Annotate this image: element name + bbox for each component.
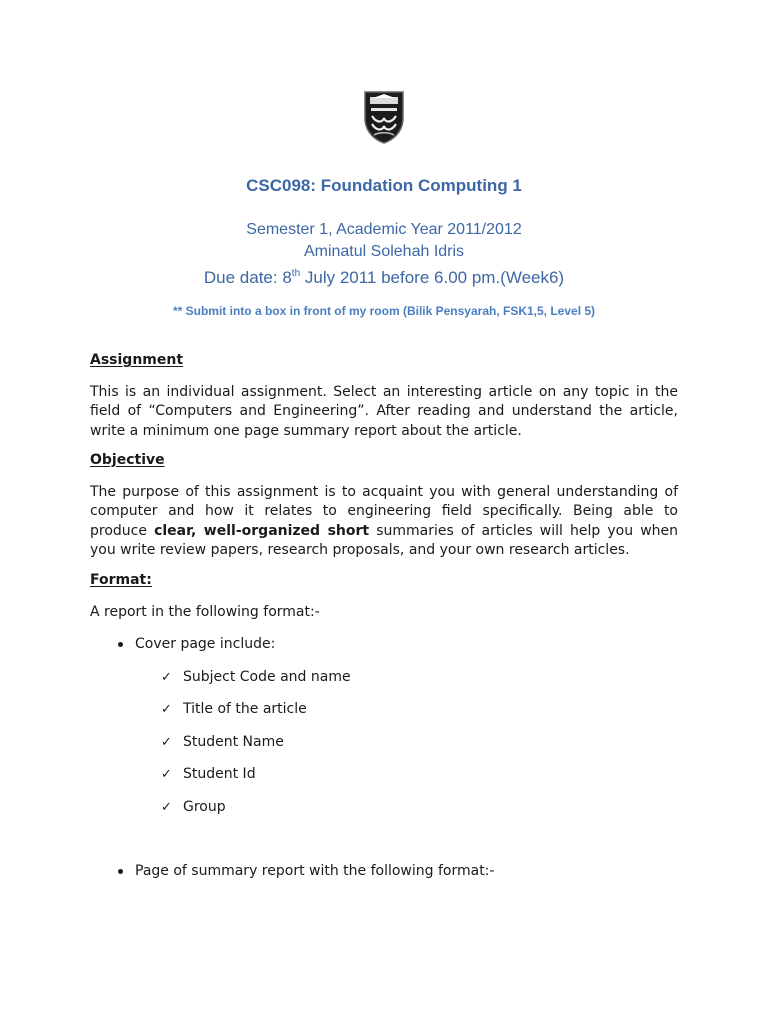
due-date	[0, 268, 768, 288]
objective-paragraph	[90, 483, 678, 560]
assignment-line: field of “Computers and Engineering”. After reading and understand the article,	[90, 403, 678, 420]
cover-item: Student Id	[183, 766, 256, 782]
cover-page-bullet: Cover page include:	[135, 636, 276, 652]
bullet-icon	[118, 642, 123, 647]
semester-line: Semester 1, Academic Year 2011/2012	[246, 221, 522, 238]
assignment-line: write a minimum one page summary report about the article.	[90, 422, 522, 439]
due-date-prefix: Due date: 8	[203, 268, 292, 287]
checkmark-icon: ✓	[161, 670, 172, 685]
cover-item: Student Name	[183, 734, 284, 750]
due-date-ordinal: th	[291, 268, 301, 279]
assignment-line: This is an individual assignment. Select an interesting article on any topic in the	[90, 384, 678, 400]
cover-item: Title of the article	[183, 701, 307, 717]
cover-item: Subject Code and name	[183, 669, 351, 685]
objective-heading: Objective	[90, 452, 165, 468]
objective-text: produce	[90, 522, 155, 539]
submission-note: ** Submit into a box in front of my room (Bilik Pensyarah, FSK1,5, Level 5)	[172, 304, 596, 318]
assignment-heading: Assignment	[90, 352, 184, 368]
format-heading: Format:	[90, 572, 152, 588]
format-intro: A report in the following format:-	[90, 604, 320, 620]
due-date-suffix: July 2011 before 6.00 pm.(Week6)	[300, 268, 565, 287]
objective-bold-text: clear, well-organized short	[154, 522, 370, 539]
objective-line-emphasis	[90, 522, 678, 541]
objective-line: The purpose of this assignment is to acquaint you with general understanding of	[90, 484, 678, 500]
checkmark-icon: ✓	[161, 767, 172, 782]
checkmark-icon: ✓	[161, 735, 172, 750]
checkmark-icon: ✓	[161, 702, 172, 717]
assignment-paragraph	[90, 383, 678, 441]
summary-page-bullet: Page of summary report with the following format:-	[135, 863, 495, 879]
lecturer-name: Aminatul Solehah Idris	[303, 243, 465, 260]
university-crest-icon	[361, 88, 407, 144]
objective-line: computer and how it relates to engineering field specifically. Being able to	[90, 503, 678, 520]
course-title: CSC098: Foundation Computing 1	[246, 176, 522, 195]
objective-line: you write review papers, research proposals, and your own research articles.	[90, 541, 630, 558]
objective-text: summaries of articles will help you when	[369, 522, 679, 539]
cover-item: Group	[183, 799, 226, 815]
bullet-icon	[118, 869, 123, 874]
checkmark-icon: ✓	[161, 800, 172, 815]
